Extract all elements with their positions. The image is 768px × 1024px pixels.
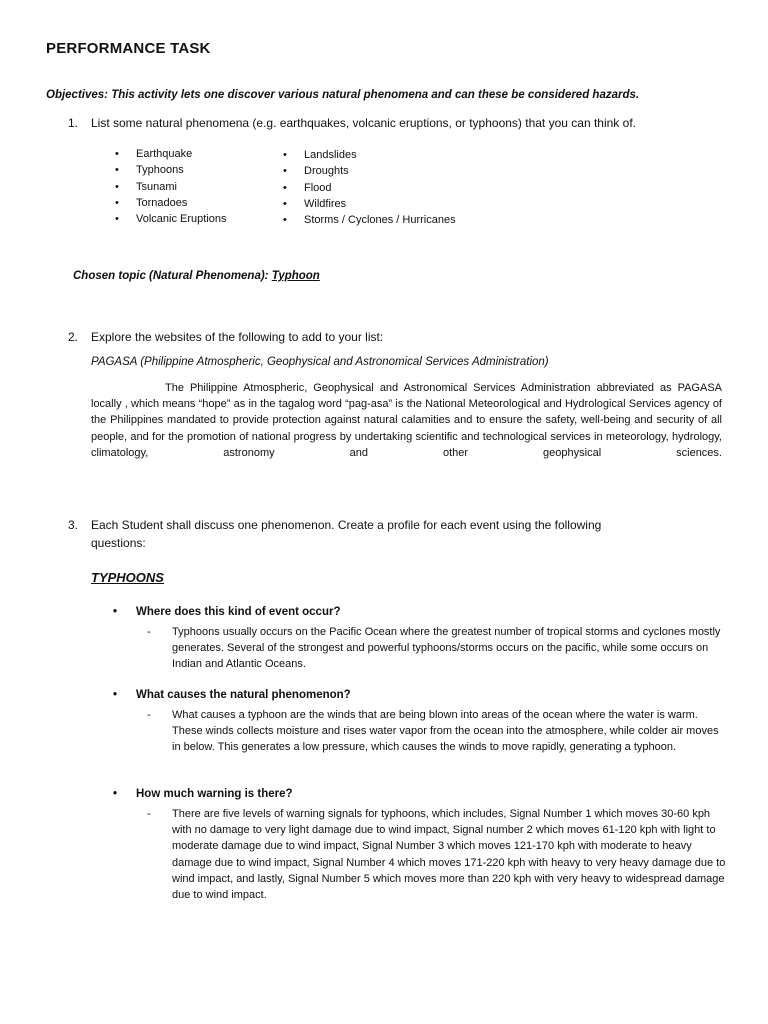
- bullet-icon: •: [115, 213, 119, 226]
- bullet-icon: •: [115, 196, 119, 209]
- bullet-icon: •: [283, 197, 287, 210]
- chosen-topic-label: Chosen topic (Natural Phenomena):: [73, 270, 272, 282]
- dash-icon: -: [147, 709, 151, 721]
- chosen-topic-value: Typhoon: [271, 270, 320, 282]
- item-text: Each Student shall discuss one phenomenon. Create a profile for each event using the following: [91, 518, 602, 532]
- dash-icon: -: [147, 626, 151, 638]
- bullet-icon: •: [115, 148, 119, 160]
- bullet-icon: •: [283, 149, 287, 161]
- item-number: 3.: [68, 518, 79, 532]
- bullet-icon: •: [115, 180, 119, 193]
- item-text: questions:: [91, 536, 146, 550]
- profile-heading: TYPHOONS: [91, 570, 164, 585]
- item-number: 2.: [68, 330, 79, 344]
- document-page: PERFORMANCE TASK Objectives: This activity lets one discover various natural phenomena and can these be considered hazards. 1. List some natural phenomena (e.g. earthquakes, volcanic eruptions, or typhoons) that you can think of. • Earthquake • Typhoons • Tsunami • Tornadoes • Volcanic Eruptions • Landslides • Droughts • Flood • Wildfires • Storms / Cyclones / Hurricanes Chosen topic (Natural Phenomena): Typhoon 2. Explore the websites of the following to add to your list: PAGASA (Philippine Atmospheric, Geophysical and Astronomical Services Administration) The Philippine Atmospheric, Geophysical and Astronomical Services Administration abbreviated as PAGASA locally , which means “hope” as in the tagalog word “pag-asa” is the National Meteorological and Hydrological Services agency of the Philippines mandated to provide protection against natural calamities and to ensure the safety, well-being and security of all people, and for the promotion of national progress by undertaking scientific and technological services in meteorology, hydrology, climatology, astronomy and other geophysical sciences. 3. Each Student shall discuss one phenomenon. Create a profile for each event using the following questions: TYPHOONS • Where does this kind of event occur? - Typhoons usually occurs on the Pacific Ocean where the greatest number of tropical storms and cyclones mostly generates. Several of the strongest and powerful typhoons/storms occurs on the pacific, while some occurs on Indian and Atlantic Oceans. • What causes the natural phenomenon? - What causes a typhoon are the winds that are being blown into areas of the ocean where the water is warm. These winds collects moisture and rises water vapor from the ocean into the atmosphere, while colder air moves in below. This generates a low pressure, which causes the winds to move rapidly, generating a typhoon. • How much warning is there? - There are five levels of warning signals for typhoons, which includes, Signal Number 1 which moves 30-60 kph with no damage to very light damage due to wind impact, Signal number 2 which moves 61-120 kph with light to moderate damage due to wind impact, Signal Number 3 which moves 121-170 kph with moderate to heavy damage due to wind impact, Signal Number 4 which moves 171-220 kph with heavy to very heavy damage due to wind impact, and lastly, Signal Number 5 which moves more than 220 kph with very heavy to widespread damage due to wind impact.: [46, 40, 726, 902]
- pagasa-paragraph: The Philippine Atmospheric, Geophysical and Astronomical Services Administration abbreviated as PAGASA locally , which means “hope” as in the tagalog word “pag-asa” is the National Meteorological and Hydrological Services agency of the Philippines mandated to provide protection against natural calamities and to ensure the safety, well-being and security of all people, and for the promotion of national progress by undertaking scientific and technological services in meteorology, hydrology, climatology, astronomy and other geophysical sciences.: [91, 382, 722, 459]
- bullet-icon: •: [113, 788, 118, 800]
- item-number: 1.: [68, 116, 79, 130]
- document-title: PERFORMANCE TASK: [46, 40, 211, 57]
- bullet-icon: •: [283, 214, 287, 227]
- bullet-icon: •: [283, 181, 287, 194]
- item-text: Explore the websites of the following to add to your list:: [91, 330, 384, 344]
- bullet-icon: •: [283, 165, 287, 178]
- chosen-topic: [73, 270, 320, 282]
- bullet-icon: •: [113, 689, 118, 701]
- pagasa-heading: PAGASA (Philippine Atmospheric, Geophysical and Astronomical Services Administration): [91, 356, 549, 368]
- bullet-icon: •: [115, 164, 119, 177]
- bullet-icon: •: [113, 606, 118, 618]
- dash-icon: -: [147, 808, 151, 820]
- item-text: List some natural phenomena (e.g. earthquakes, volcanic eruptions, or typhoons) that you can think of.: [91, 116, 636, 130]
- objectives-line: Objectives: This activity lets one discover various natural phenomena and can these be considered hazards.: [46, 89, 640, 101]
